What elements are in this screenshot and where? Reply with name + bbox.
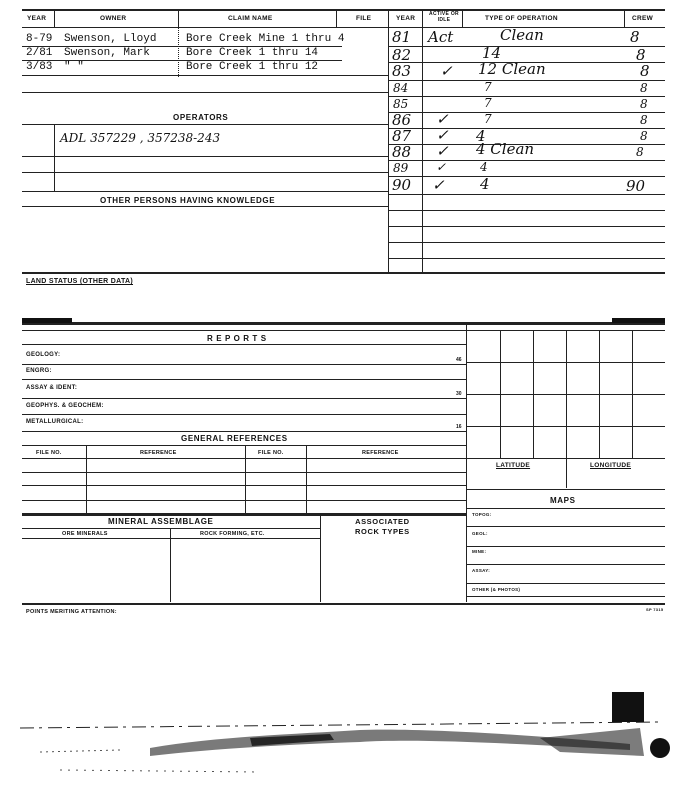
mineral-assemblage-title: MINERAL ASSEMBLAGE	[108, 517, 214, 526]
activity-year: 84	[393, 81, 409, 95]
maps-row: TOPOG:	[472, 512, 492, 517]
gr-reference: REFERENCE	[140, 450, 177, 456]
claim-name: Bore Creek 1 thru 12	[186, 61, 319, 73]
activity-type: 7	[484, 112, 492, 126]
activity-status: ✓	[436, 142, 449, 160]
operators-title: OPERATORS	[173, 113, 229, 122]
owner-name: Swenson, Mark	[64, 47, 150, 59]
activity-year: 83	[392, 62, 412, 80]
report-label: ASSAY & IDENT:	[26, 385, 78, 391]
land-status-label: LAND STATUS (OTHER DATA)	[26, 278, 134, 285]
claim-name: Bore Creek 1 thru 14	[186, 47, 319, 59]
activity-year: 88	[392, 143, 412, 161]
form-number: SP 7315	[646, 607, 664, 612]
activity-type: 14	[482, 44, 502, 62]
activity-crew: 8	[640, 129, 648, 143]
maps-title: MAPS	[550, 496, 576, 505]
activity-status: ✓	[432, 176, 445, 194]
maps-row: OTHER (& PHOTOS)	[472, 587, 521, 592]
activity-type: 4	[480, 160, 488, 174]
activity-type: 4	[480, 175, 490, 193]
header-active-or-idle: ACTIVE OR IDLE	[429, 11, 459, 23]
activity-crew: 8	[640, 81, 648, 95]
activity-status: ✓	[440, 62, 453, 80]
gr-file-no-2: FILE NO.	[258, 450, 284, 456]
activity-status: Act	[428, 28, 454, 46]
latitude-label: LATITUDE	[496, 462, 531, 469]
maps-row: ASSAY:	[472, 568, 491, 573]
activity-crew: 8	[636, 145, 644, 159]
other-persons-title: OTHER PERSONS HAVING KNOWLEDGE	[100, 196, 276, 205]
report-number: 16	[456, 424, 462, 430]
activity-year: 82	[392, 46, 412, 64]
owner-year: 3/83	[26, 61, 53, 73]
activity-type: 7	[484, 96, 492, 110]
maps-row: GEOL:	[472, 531, 488, 536]
activity-status: ✓	[436, 126, 449, 144]
activity-type: 4	[476, 127, 486, 145]
header-crew: CREW	[632, 15, 654, 22]
operators-entry: ADL 357229 , 357238-243	[60, 131, 221, 145]
activity-crew: 8	[640, 113, 648, 127]
activity-year: 86	[392, 111, 412, 129]
points-meriting-attention-label: POINTS MERITING ATTENTION:	[26, 609, 117, 615]
activity-crew: 90	[626, 177, 646, 195]
activity-crew: 8	[630, 28, 640, 46]
activity-year: 90	[392, 176, 412, 194]
activity-year: 87	[392, 127, 412, 145]
rock-forming-label: ROCK FORMING, ETC.	[200, 531, 265, 537]
activity-crew: 8	[636, 46, 646, 64]
activity-status: ✓	[436, 160, 447, 174]
activity-year: 81	[392, 28, 412, 46]
owner-year: 2/81	[26, 47, 53, 59]
activity-year: 89	[393, 161, 409, 175]
header-year-2: YEAR	[396, 15, 416, 22]
claim-name: Bore Creek Mine 1 thru 4	[186, 33, 345, 45]
report-number: 30	[456, 391, 462, 397]
activity-crew: 8	[640, 62, 650, 80]
activity-type: 12 Clean	[478, 60, 546, 78]
report-label: GEOLOGY:	[26, 352, 61, 358]
header-year: YEAR	[27, 15, 47, 22]
header-type-of-operation: TYPE OF OPERATION	[485, 15, 558, 22]
reports-title: R E P O R T S	[207, 334, 267, 343]
maps-row: MINE:	[472, 549, 487, 554]
report-number: 46	[456, 357, 462, 363]
report-label: ENGRG:	[26, 368, 52, 374]
associated-rock-types-label: ASSOCIATED ROCK TYPES	[355, 517, 410, 536]
activity-crew: 8	[640, 97, 648, 111]
activity-type: Clean	[500, 26, 544, 44]
ore-minerals-label: ORE MINERALS	[62, 531, 108, 537]
header-file: FILE	[356, 15, 372, 22]
report-label: METALLURGICAL:	[26, 419, 84, 425]
activity-year: 85	[393, 97, 409, 111]
gr-file-no: FILE NO.	[36, 450, 62, 456]
header-owner: OWNER	[100, 15, 127, 22]
activity-type: 4 Clean	[476, 140, 535, 158]
report-label: GEOPHYS. & GEOCHEM:	[26, 403, 104, 409]
owner-name: Swenson, Lloyd	[64, 33, 157, 45]
owner-year: 8-79	[26, 33, 53, 45]
longitude-label: LONGITUDE	[590, 462, 631, 469]
gr-reference-2: REFERENCE	[362, 450, 399, 456]
activity-type: 7	[484, 80, 492, 94]
scan-noise	[0, 690, 678, 800]
general-references-title: GENERAL REFERENCES	[181, 434, 288, 443]
header-claim-name: CLAIM NAME	[228, 15, 273, 22]
activity-status: ✓	[436, 110, 449, 128]
owner-name: " "	[64, 61, 84, 73]
